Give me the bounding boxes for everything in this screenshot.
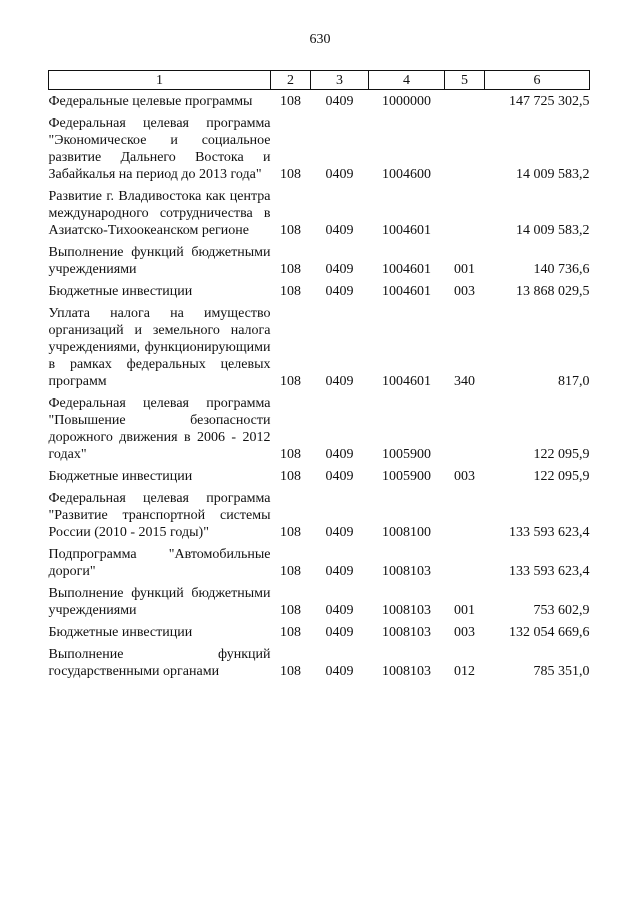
page-number: 630 — [309, 32, 331, 47]
table-row — [49, 619, 590, 641]
row-col-5 — [445, 110, 485, 183]
row-amount: 785 351,0 — [533, 664, 590, 679]
row-col-2: 108 — [280, 525, 301, 540]
row-name: Выполнение функций бюджетными учреждениями — [48, 586, 271, 618]
header-row — [49, 71, 590, 90]
row-col-5: 003 — [454, 469, 475, 484]
row-amount: 817,0 — [558, 374, 590, 389]
row-col-4: 1004600 — [382, 167, 431, 182]
table-row — [49, 463, 590, 485]
header-col-5: 5 — [445, 71, 485, 90]
row-col-3: 0409 — [325, 284, 354, 299]
row-name: Федеральная целевая программа "Экономическое и социальное развитие Дальнего Востока и Забайкалья на период до 2013 года" — [48, 116, 271, 182]
row-name: Выполнение функций бюджетными учреждениями — [48, 245, 271, 277]
row-col-5: 003 — [454, 284, 475, 299]
row-amount: 122 095,9 — [533, 469, 590, 484]
row-col-4: 1005900 — [382, 447, 431, 462]
row-col-2: 108 — [280, 262, 301, 277]
row-col-5: 001 — [454, 603, 475, 618]
row-col-4: 1004601 — [382, 374, 431, 389]
row-name: Уплата налога на имущество организаций и земельного налога учреждениями, функционирующими в рамках федеральных целевых программ — [48, 306, 271, 389]
table-row — [49, 580, 590, 619]
row-col-4: 1008103 — [382, 625, 431, 640]
row-name: Федеральная целевая программа "Развитие транспортной системы России (2010 - 2015 годы)" — [48, 491, 271, 540]
row-name: Развитие г. Владивостока как центра международного сотрудничества в Азиатско-Тихоокеанском регионе — [48, 189, 271, 238]
table-row — [49, 239, 590, 278]
row-col-2: 108 — [280, 94, 301, 109]
row-amount: 132 054 669,6 — [509, 625, 590, 640]
row-col-3: 0409 — [325, 664, 354, 679]
header-col-2: 2 — [271, 71, 311, 90]
row-col-3: 0409 — [325, 564, 354, 579]
row-name: Подпрограмма "Автомобильные дороги" — [48, 547, 271, 579]
row-amount: 14 009 583,2 — [516, 167, 590, 182]
row-col-4: 1008103 — [382, 603, 431, 618]
header-col-1: 1 — [49, 71, 271, 90]
row-col-5 — [445, 390, 485, 463]
row-col-5: 003 — [454, 625, 475, 640]
row-name: Бюджетные инвестиции — [48, 625, 193, 640]
row-col-2: 108 — [280, 284, 301, 299]
row-col-3: 0409 — [325, 374, 354, 389]
row-col-2: 108 — [280, 374, 301, 389]
row-col-5: 340 — [454, 374, 475, 389]
row-col-2: 108 — [280, 603, 301, 618]
row-amount: 147 725 302,5 — [509, 94, 590, 109]
row-col-4: 1004601 — [382, 284, 431, 299]
table-row — [49, 90, 590, 111]
row-col-3: 0409 — [325, 167, 354, 182]
table-row — [49, 278, 590, 300]
row-col-4: 1005900 — [382, 469, 431, 484]
table-row — [49, 300, 590, 390]
row-col-5: 012 — [454, 664, 475, 679]
row-name: Бюджетные инвестиции — [48, 284, 193, 299]
row-col-2: 108 — [280, 625, 301, 640]
table-row — [49, 485, 590, 541]
row-col-3: 0409 — [325, 603, 354, 618]
row-col-5 — [445, 90, 485, 111]
table-row — [49, 541, 590, 580]
row-name: Федеральные целевые программы — [48, 94, 253, 109]
header-col-6: 6 — [485, 71, 590, 90]
row-name: Бюджетные инвестиции — [48, 469, 193, 484]
row-col-5: 001 — [454, 262, 475, 277]
table-row — [49, 390, 590, 463]
row-col-5 — [445, 485, 485, 541]
header-col-4: 4 — [369, 71, 445, 90]
row-col-3: 0409 — [325, 223, 354, 238]
row-name: Выполнение функций государственными органами — [48, 647, 271, 679]
row-col-3: 0409 — [325, 447, 354, 462]
row-amount: 753 602,9 — [533, 603, 590, 618]
row-col-4: 1008100 — [382, 525, 431, 540]
row-col-3: 0409 — [325, 262, 354, 277]
row-col-2: 108 — [280, 469, 301, 484]
row-col-5 — [445, 541, 485, 580]
row-col-2: 108 — [280, 664, 301, 679]
row-col-4: 1004601 — [382, 223, 431, 238]
row-col-4: 1008103 — [382, 564, 431, 579]
row-col-2: 108 — [280, 564, 301, 579]
row-amount: 133 593 623,4 — [509, 564, 590, 579]
budget-table-body — [49, 90, 590, 681]
row-col-2: 108 — [280, 223, 301, 238]
row-col-4: 1004601 — [382, 262, 431, 277]
row-col-3: 0409 — [325, 469, 354, 484]
table-row — [49, 641, 590, 680]
table-row — [49, 183, 590, 239]
row-name: Федеральная целевая программа "Повышение безопасности дорожного движения в 2006 - 2012 годах" — [48, 396, 271, 462]
row-col-3: 0409 — [325, 525, 354, 540]
row-col-5 — [445, 183, 485, 239]
row-amount: 133 593 623,4 — [509, 525, 590, 540]
row-amount: 13 868 029,5 — [516, 284, 590, 299]
row-col-4: 1008103 — [382, 664, 431, 679]
budget-table — [48, 70, 590, 680]
row-col-4: 1000000 — [382, 94, 431, 109]
row-col-3: 0409 — [325, 94, 354, 109]
header-col-3: 3 — [311, 71, 369, 90]
row-col-2: 108 — [280, 167, 301, 182]
row-amount: 122 095,9 — [533, 447, 590, 462]
table-row — [49, 110, 590, 183]
row-amount: 140 736,6 — [533, 262, 590, 277]
row-amount: 14 009 583,2 — [516, 223, 590, 238]
row-col-3: 0409 — [325, 625, 354, 640]
row-col-2: 108 — [280, 447, 301, 462]
